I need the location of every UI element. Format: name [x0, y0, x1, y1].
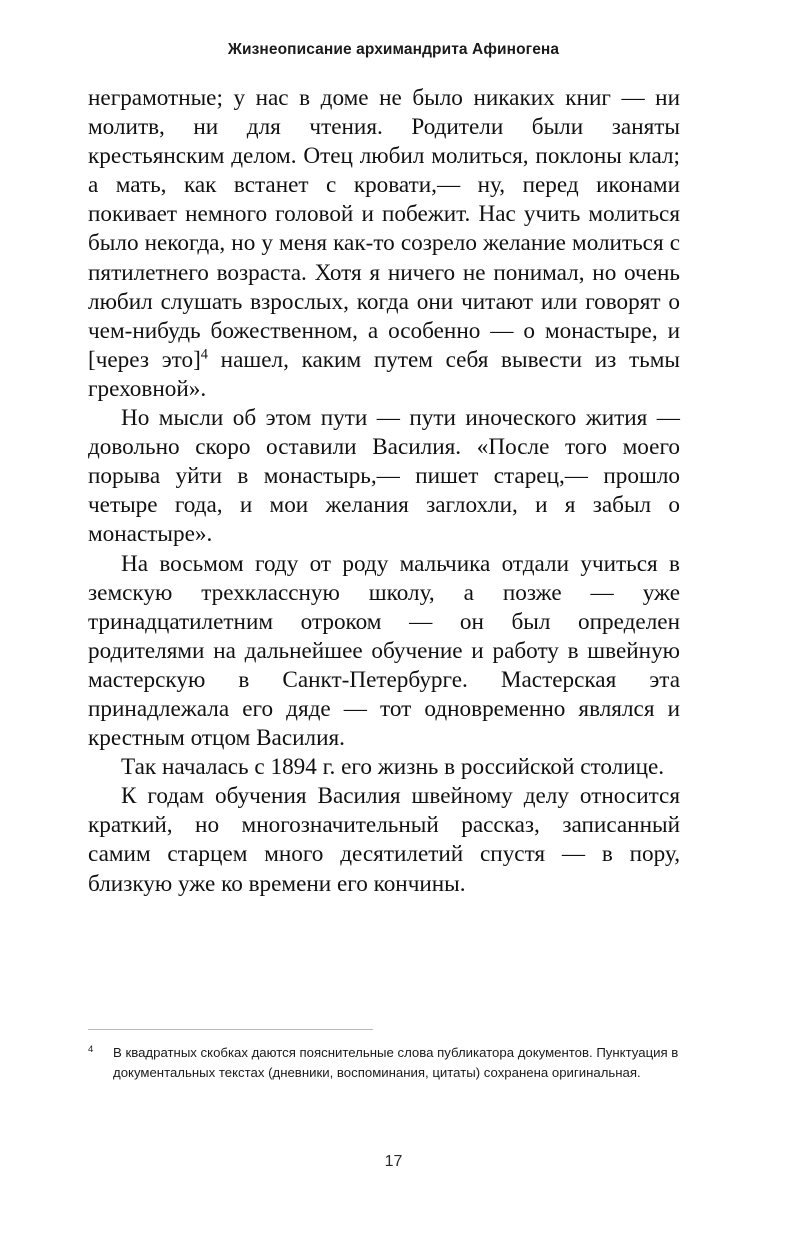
footnote-text: В квадратных скобках даются пояснительные слова публикатора документов. Пунктуация в документальных текстах (дневники, воспоминания, цитаты) сохранена оригинальная. — [113, 1045, 679, 1081]
paragraph-5: К годам обучения Василия швейному делу относится краткий, но многозначительный рассказ, записанный самим старцем много десятилетий спустя — в пору, близкую уже ко времени его кончины. — [88, 783, 680, 897]
footnote-number: 4 — [88, 1044, 94, 1055]
footnote-reference-marker[interactable]: 4 — [200, 346, 208, 363]
paragraph-2: Но мысли об этом пути — пути иноческого жития — довольно скоро оставили Василия. «После того моего порыва уйти в монастырь,— пишет старец,— прошло четыре года, и мои желания заглохли, и я забыл о монастыре». — [88, 405, 680, 548]
footnote-area — [88, 1029, 680, 1084]
paragraph-1-text-after-ref: нашел, каким путем себя вывести из тьмы греховной». — [88, 346, 680, 402]
footnote-separator-rule — [88, 1029, 373, 1030]
paragraph-3: На восьмом году от роду мальчика отдали учиться в земскую трехклассную школу, а позже — уже тринадцатилетним отроком — он был определен родителями на дальнейшее обучение и работу в швейную мастерскую в Санкт-Петербурге. Мастерская эта принадлежала его дяде — тот одновременно являлся и крестным отцом Василия. — [88, 550, 680, 752]
paragraph-1 — [88, 84, 680, 404]
running-head: Жизнеописание архимандрита Афиногена — [227, 41, 560, 58]
body-text — [88, 84, 680, 899]
paragraph-4: Так началась с 1894 г. его жизнь в российской столице. — [121, 754, 665, 781]
page-number: 17 — [384, 1153, 403, 1170]
footnote — [88, 1043, 680, 1084]
paragraph-1-text-before-ref: неграмотные; у нас в доме не было никаких книг — ни молитв, ни для чтения. Родители были заняты крестьянским делом. Отец любил молиться, поклоны клал; а мать, как встанет с кровати,— ну, перед иконами покивает немного головой и побежит. Нас учить молиться было некогда, но у меня как-то созрело желание молиться с пятилетнего возраста. Хотя я ничего не понимал, но очень любил слушать взрослых, когда они читают или говорят о чем-нибудь божественном, а особенно — о монастыре, и [через это] — [88, 85, 680, 373]
